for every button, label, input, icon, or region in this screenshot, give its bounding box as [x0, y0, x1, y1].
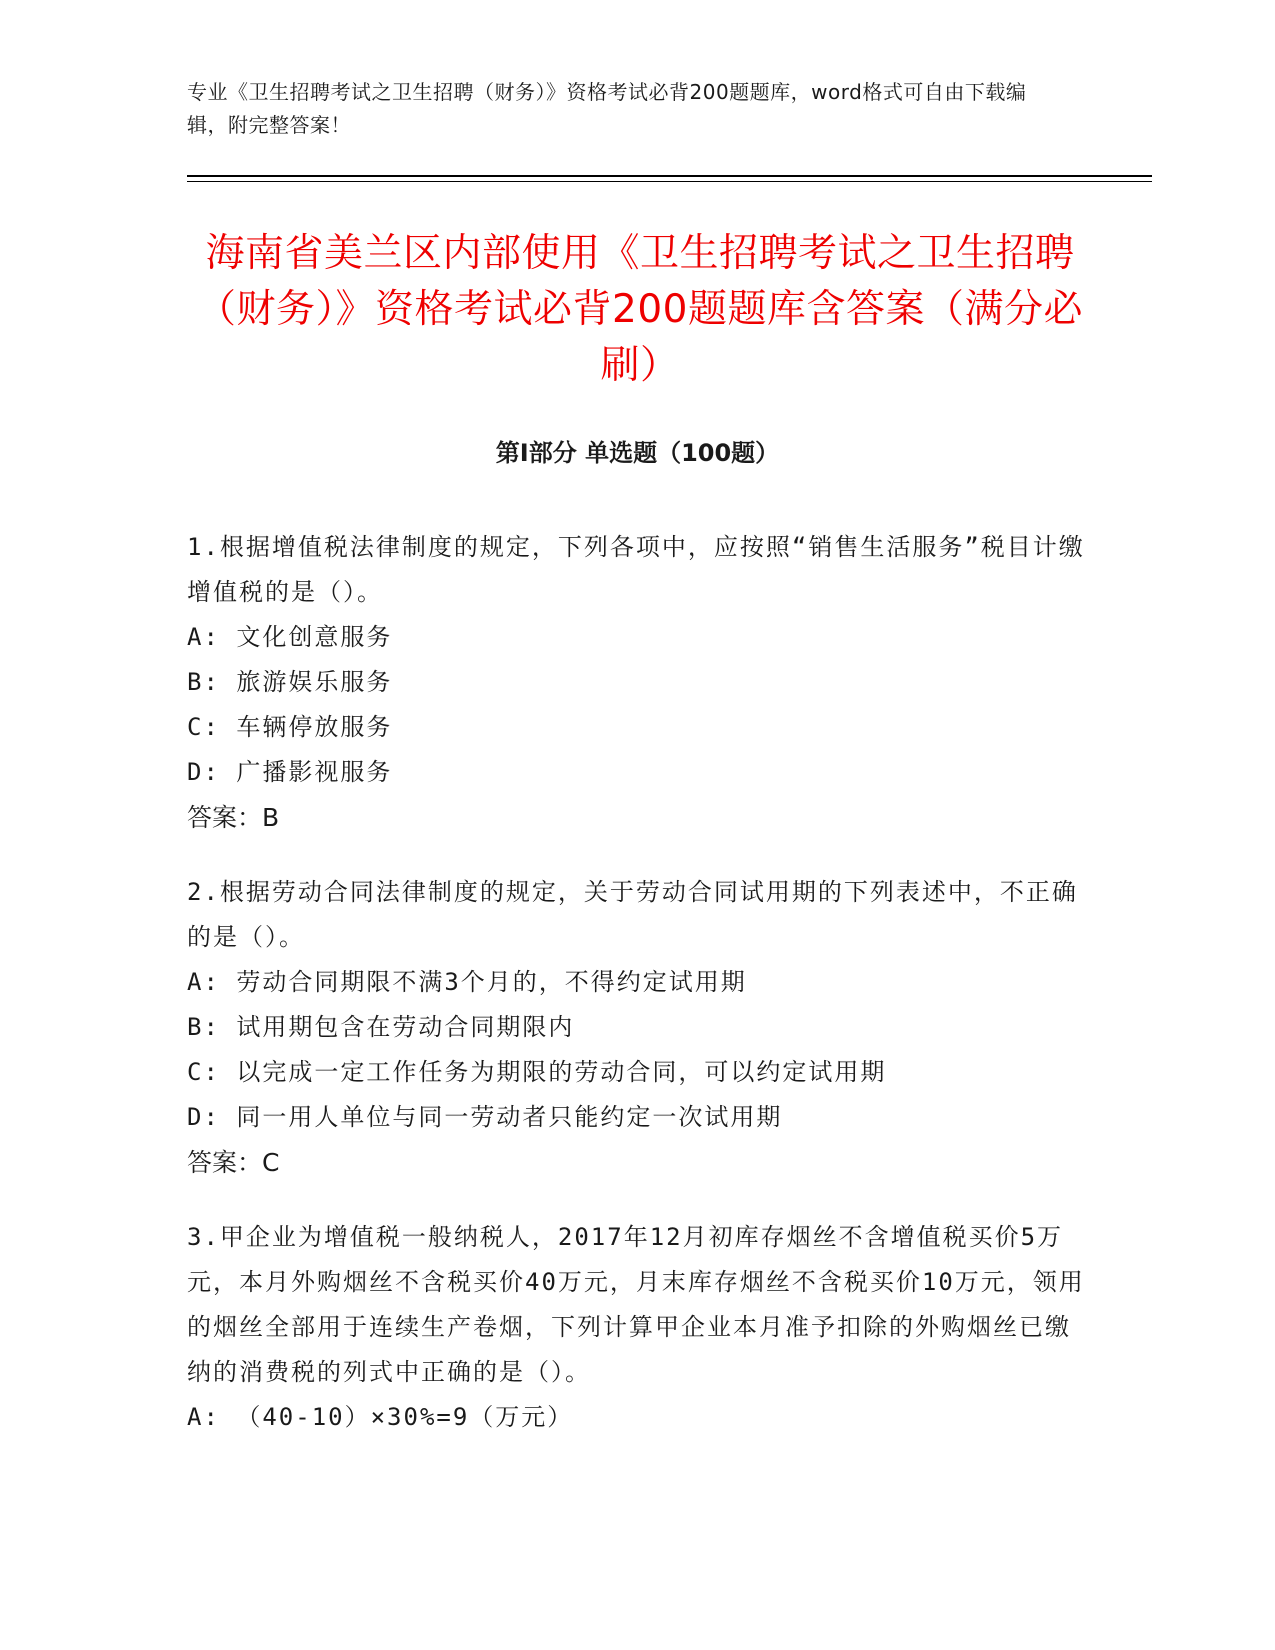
document-title: 海南省美兰区内部使用《卫生招聘考试之卫生招聘（财务）》资格考试必背200题题库含答案（满分必刷）: [197, 231, 1083, 388]
question-stem: 1.根据增值税法律制度的规定，下列各项中，应按照“销售生活服务”税目计缴增值税的是（）。: [187, 533, 1085, 606]
option-d: D: 广播影视服务: [187, 758, 393, 786]
option-b: B: 旅游娱乐服务: [187, 668, 393, 696]
option-a: A: 劳动合同期限不满3个月的，不得约定试用期: [187, 968, 747, 996]
answer: 答案：B: [187, 803, 280, 832]
option-d: D: 同一用人单位与同一劳动者只能约定一次试用期: [187, 1103, 783, 1131]
header-note: 专业《卫生招聘考试之卫生招聘（财务）》资格考试必背200题题库，word格式可自由下载编辑，附完整答案！: [187, 80, 1027, 137]
section-title: 第Ⅰ部分 单选题（100题）: [495, 439, 780, 467]
answer: 答案：C: [187, 1148, 280, 1177]
question-1: [187, 525, 1087, 840]
option-a: A: 文化创意服务: [187, 623, 393, 651]
option-c: C: 以完成一定工作任务为期限的劳动合同，可以约定试用期: [187, 1058, 887, 1086]
header-divider-thick: [187, 175, 1152, 177]
option-c: C: 车辆停放服务: [187, 713, 393, 741]
question-2: [187, 870, 1087, 1185]
question-stem: 2.根据劳动合同法律制度的规定，关于劳动合同试用期的下列表述中，不正确的是（）。: [187, 878, 1078, 951]
question-list: [187, 525, 1087, 1470]
option-a: A: （40-10）×30%=9（万元）: [187, 1403, 574, 1431]
option-b: B: 试用期包含在劳动合同期限内: [187, 1013, 575, 1041]
question-3: [187, 1215, 1087, 1440]
question-stem: 3.甲企业为增值税一般纳税人，2017年12月初库存烟丝不含增值税买价5万元，本月外购烟丝不含税买价40万元，月末库存烟丝不含税买价10万元，领用的烟丝全部用于连续生产卷烟，下列计算甲企业本月准予扣除的外购烟丝已缴纳的消费税的列式中正确的是（）。: [187, 1223, 1085, 1386]
header-divider-thin: [187, 181, 1152, 182]
